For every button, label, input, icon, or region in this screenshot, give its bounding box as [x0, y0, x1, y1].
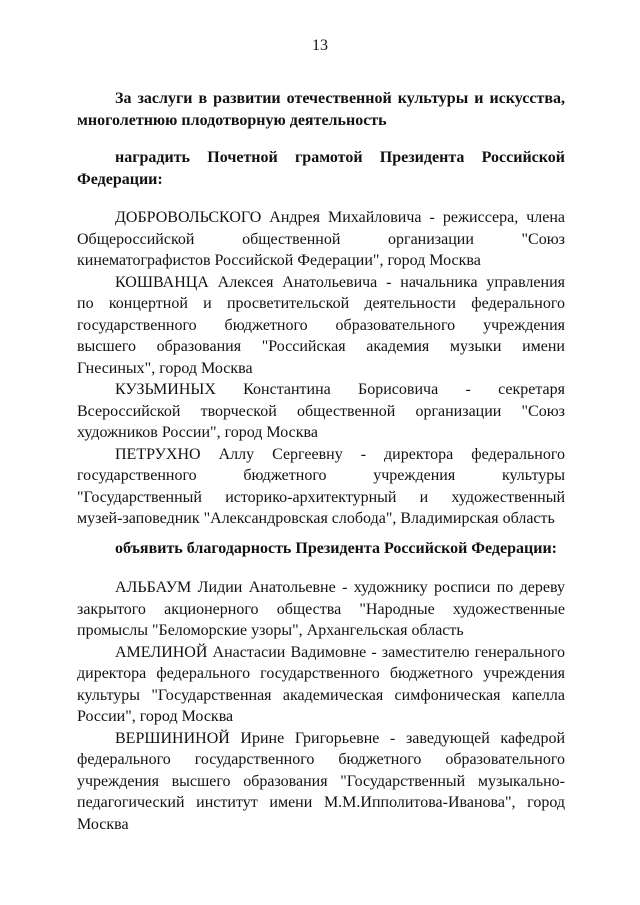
award-list — [77, 207, 565, 530]
entry-line: учреждения высшего образования "Государственный музыкально- — [77, 772, 565, 790]
entry-line: закрытого акционерного общества "Народные художественные — [77, 600, 565, 618]
award-entry-dobrovolsky — [77, 207, 565, 272]
gratitude-entry-amelina — [77, 642, 565, 728]
entry-line: директора федерального государственного бюджетного учреждения — [77, 665, 565, 682]
entry-line: государственного бюджетного учреждения культуры — [77, 467, 565, 484]
gratitude-entry-vershinina — [77, 728, 565, 836]
entry-line: АЛЬБАУМ Лидии Анатольевне - художнику росписи по дереву — [115, 579, 565, 596]
gratitude-heading-line: объявить благодарность Президента Российской Федерации: — [115, 540, 557, 557]
entry-line: Москва — [77, 815, 129, 833]
entry-line: культуры "Государственная академическая симфоническая капелла — [77, 686, 565, 704]
entry-line: музей-заповедник "Александровская слобода", Владимирская область — [77, 510, 555, 527]
entry-line: ВЕРШИНИНОЙ Ирине Григорьевне - заведующей кафедрой — [115, 729, 565, 747]
merit-statement — [77, 88, 565, 131]
entry-line: КУЗЬМИНЫХ Константина Борисовича - секретаря — [115, 381, 565, 398]
entry-line: Общероссийской общественной организации "Союз — [77, 230, 565, 248]
entry-line: России", город Москва — [77, 708, 234, 725]
entry-line: по концертной и просветительской деятельности федерального — [77, 295, 565, 312]
entry-line: Гнесиных", город Москва — [77, 359, 253, 377]
entry-line: промыслы "Беломорские узоры", Архангельская область — [77, 622, 464, 639]
entry-line: Всероссийской творческой общественной организации "Союз — [77, 402, 565, 420]
entry-line: КОШВАНЦА Алексея Анатольевича - начальника управления — [115, 273, 565, 291]
entry-line: кинематографистов Российской Федерации", город Москва — [77, 252, 481, 269]
award-entry-kuzminykh — [77, 379, 565, 444]
award-heading — [77, 147, 565, 190]
merit-line: За заслуги в развитии отечественной культуры и искусства, — [115, 90, 565, 107]
gratitude-heading — [77, 538, 565, 560]
entry-line: художников России", город Москва — [77, 424, 318, 441]
entry-line: государственного бюджетного образовательного учреждения — [77, 316, 565, 334]
award-entry-koshvanets — [77, 272, 565, 380]
award-heading-line: наградить Почетной грамотой Президента Российской — [115, 149, 565, 166]
award-entry-petrukhno — [77, 444, 565, 530]
award-heading-line: Федерации: — [77, 170, 163, 188]
entry-line: федерального государственного бюджетного образовательного — [77, 751, 565, 768]
gratitude-entry-albaum — [77, 577, 565, 642]
entry-line: педагогический институт имени М.М.Ипполитова-Иванова", город — [77, 794, 565, 811]
entry-line: "Государственный историко-архитектурный и художественный — [77, 488, 565, 506]
gratitude-list — [77, 577, 565, 835]
entry-line: ПЕТРУХНО Аллу Сергеевну - директора федерального — [115, 445, 565, 463]
entry-line: ДОБРОВОЛЬСКОГО Андрея Михайловича - режиссера, члена — [115, 209, 565, 226]
entry-line: высшего образования "Российская академия музыки имени — [77, 338, 565, 355]
page-number: 13 — [312, 37, 328, 54]
entry-line: АМЕЛИНОЙ Анастасии Вадимовне - заместителю генерального — [115, 643, 565, 661]
merit-line: многолетнюю плодотворную деятельность — [77, 111, 387, 129]
